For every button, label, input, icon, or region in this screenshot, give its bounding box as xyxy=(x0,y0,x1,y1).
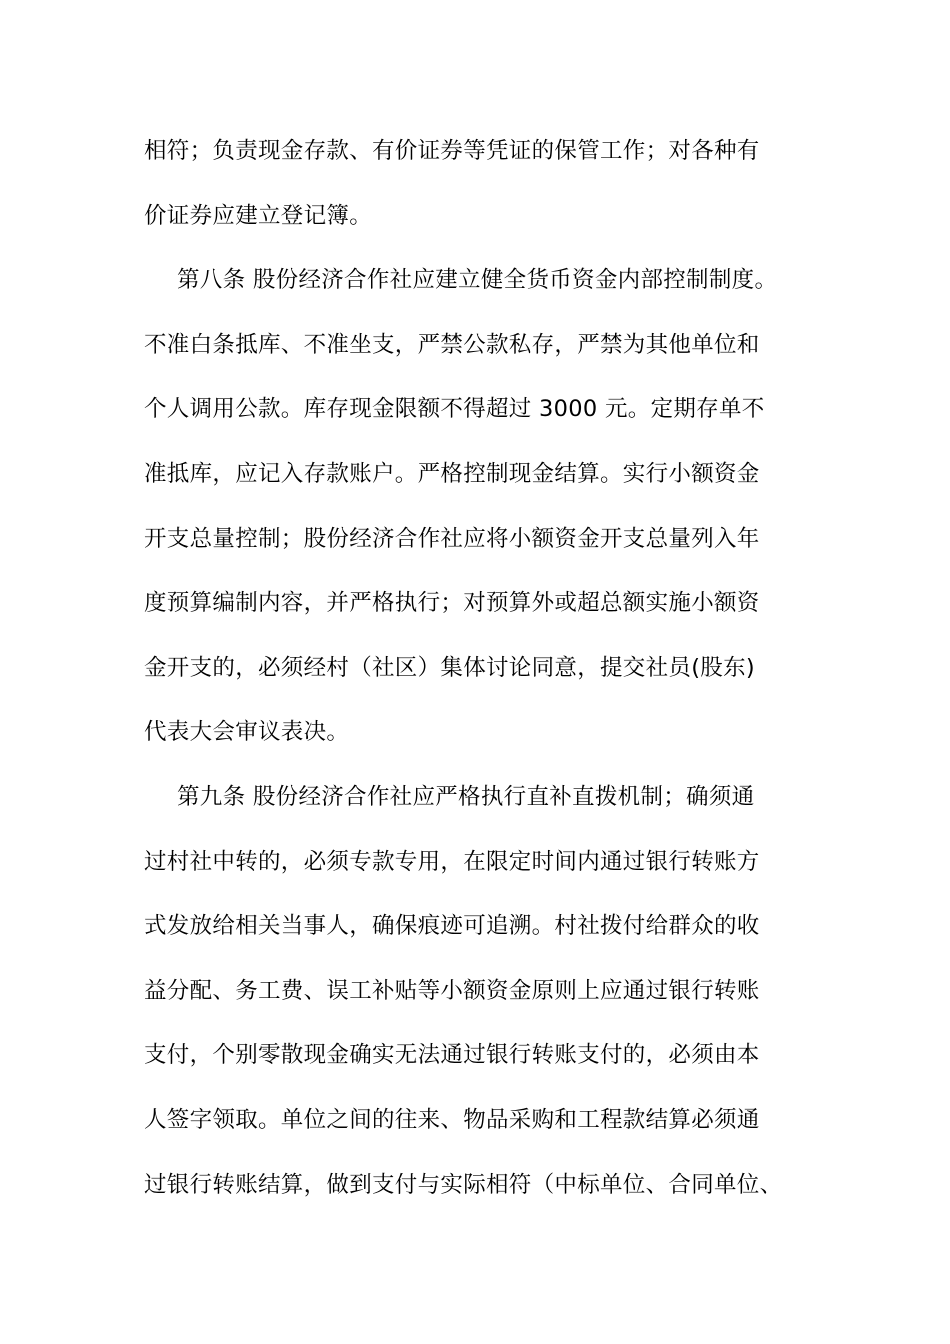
text-line: 代表大会审议表决。 xyxy=(144,719,350,746)
text-line: 支付，个别零散现金确实无法通过银行转账支付的，必须由本 xyxy=(144,1042,760,1069)
article-9-heading-line: 第九条 股份经济合作社应严格执行直补直拨机制；确须通 xyxy=(177,783,755,810)
text-line: 益分配、务工费、误工补贴等小额资金原则上应通过银行转账 xyxy=(144,977,760,1004)
text-line: 准抵库，应记入存款账户。严格控制现金结算。实行小额资金 xyxy=(144,460,760,487)
text-line: 金开支的，必须经村（社区）集体讨论同意，提交社员(股东) xyxy=(144,654,755,681)
text-line: 过银行转账结算，做到支付与实际相符（中标单位、合同单位、 xyxy=(144,1171,783,1198)
text-line: 人签字领取。单位之间的往来、物品采购和工程款结算必须通 xyxy=(144,1106,760,1133)
text-line: 相符；负责现金存款、有价证券等凭证的保管工作；对各种有 xyxy=(144,138,760,164)
text-line: 度预算编制内容，并严格执行；对预算外或超总额实施小额资 xyxy=(144,590,760,617)
document-body xyxy=(144,119,844,1217)
article-8-heading-line: 第八条 股份经济合作社应建立健全货币资金内部控制制度。 xyxy=(177,267,778,294)
text-line: 过村社中转的，必须专款专用，在限定时间内通过银行转账方 xyxy=(144,848,760,875)
text-line: 开支总量控制；股份经济合作社应将小额资金开支总量列入年 xyxy=(144,525,760,552)
text-line: 式发放给相关当事人，确保痕迹可追溯。村社拨付给群众的收 xyxy=(144,913,760,940)
text-line: 个人调用公款。库存现金限额不得超过 3000 元。定期存单不 xyxy=(144,396,765,423)
text-line: 不准白条抵库、不准坐支，严禁公款私存，严禁为其他单位和 xyxy=(144,331,760,358)
text-line: 价证券应建立登记簿。 xyxy=(144,202,373,229)
